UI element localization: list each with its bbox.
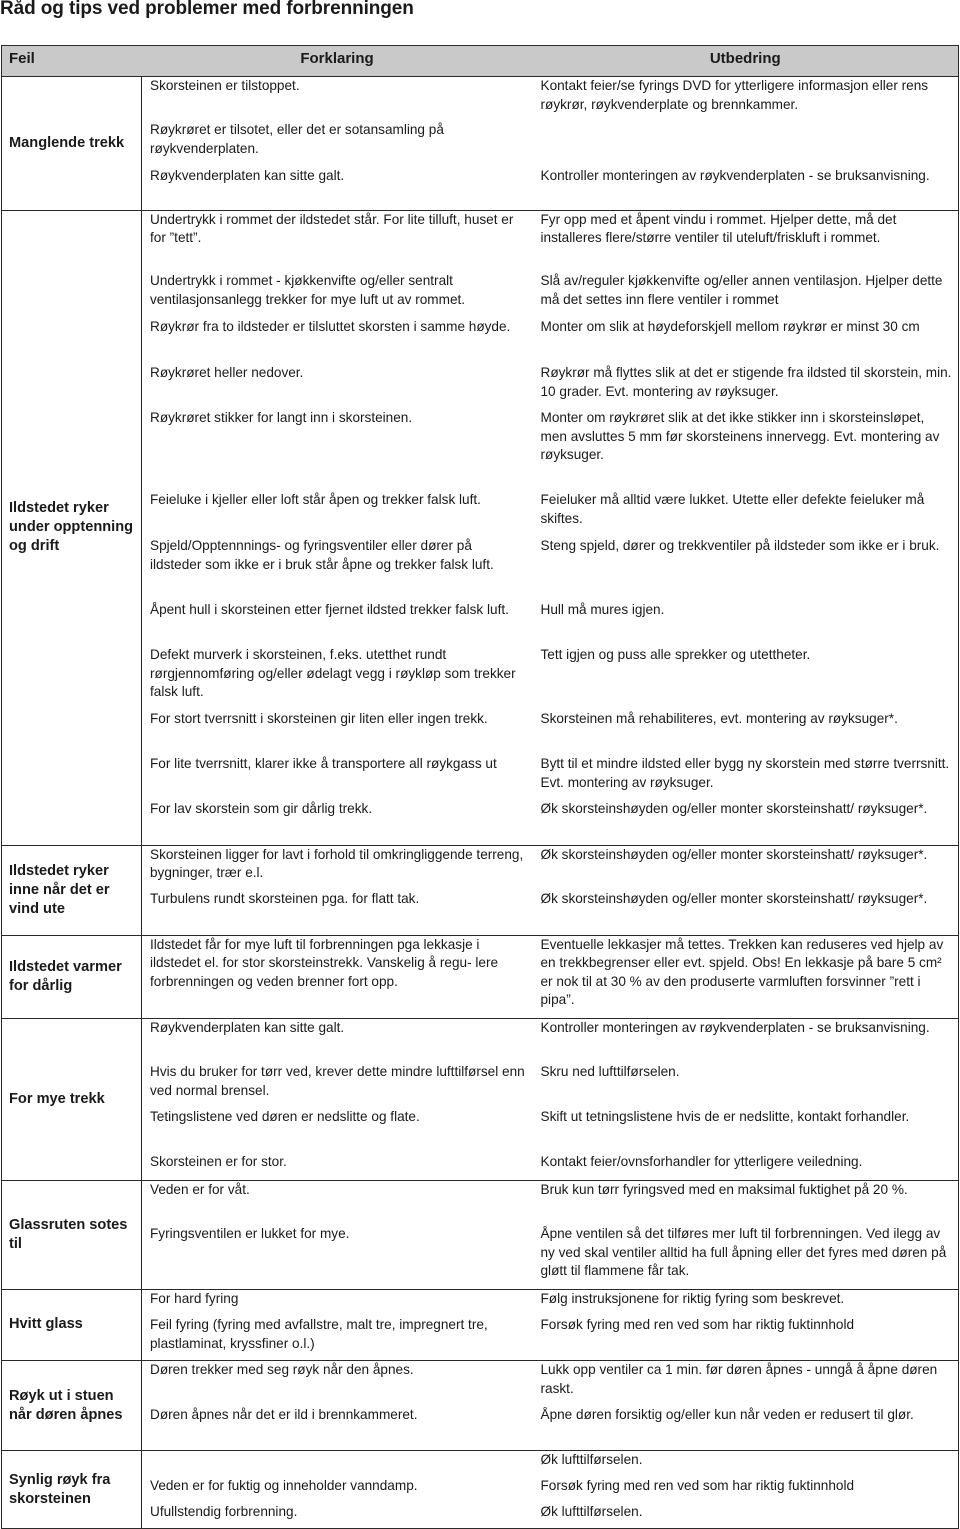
forklaring-cell: Røykrør fra to ildsteder er tilsluttet skorsten i samme høyde. (150, 319, 511, 334)
forklaring-cell: Veden er for fuktig og inneholder vanndamp. (150, 1477, 418, 1493)
utbedring-cell: Monter om slik at høydeforskjell mellom røykrør er minst 30 cm (533, 318, 959, 364)
utbedring-cell: Forsøk fyring med ren ved som har riktig fuktinnhold (533, 1316, 959, 1361)
forklaring-cell: For lite tverrsnitt, klarer ikke å transportere all røykgass ut (150, 756, 497, 771)
forklaring-cell: Røykrøret heller nedover. (150, 365, 304, 380)
table-row (2, 710, 959, 755)
feil-cell: Manglende trekk (2, 77, 142, 211)
forklaring-cell: Feil fyring (fyring med avfallstre, malt tre, impregnert tre, plastlaminat, kryssfiner o.l.) (142, 1316, 533, 1361)
utbedring-cell: Følg instruksjonene for riktig fyring som beskrevet. (533, 1289, 959, 1316)
utbedring-cell: Kontakt feier/se fyrings DVD for ytterligere informasjon eller rens røykrør, røykvenderplate og brennkammer. (533, 77, 959, 122)
table-row (2, 1316, 959, 1361)
forklaring-cell: Ildstedet får for mye luft til forbrenningen pga lekkasje i ildstedet el. for stor skorsteinstrekk. Vanskelig å regu- lere forbrenningen og veden brenner fort opp. (142, 935, 533, 1018)
feil-cell: Synlig røyk fra skorsteinen (2, 1451, 142, 1529)
table-row (2, 121, 959, 167)
feil-cell: Hvitt glass (2, 1289, 142, 1361)
feil-cell: Ildstedet ryker under opptenning og drift (2, 210, 142, 845)
forklaring-cell: Tetingslistene ved døren er nedslitte og flate. (150, 1109, 420, 1124)
forklaring-cell: Skorsteinen ligger for lavt i forhold til omkringliggende terreng, bygninger, trær e.l. (150, 846, 524, 880)
header-utbedring: Utbedring (533, 46, 959, 77)
forklaring-cell (142, 1451, 533, 1477)
forklaring-cell: Fyringsventilen er lukket for mye. (142, 1225, 533, 1289)
table-row (2, 364, 959, 409)
table-row (2, 318, 959, 364)
forklaring-cell: For lav skorstein som gir dårlig trekk. (142, 800, 533, 845)
forklaring-cell: Hvis du bruker for tørr ved, krever dette mindre lufttilførsel enn ved normal brensel. (150, 1064, 525, 1098)
forklaring-cell: Spjeld/Opptennnings- og fyringsventiler eller dører på ildsteder som ikke er i bruk står åpne og trekker falsk luft. (150, 538, 494, 572)
feil-cell: Røyk ut i stuen når døren åpnes (2, 1361, 142, 1451)
utbedring-cell: Forsøk fyring med ren ved som har riktig fuktinnhold (533, 1477, 959, 1503)
forklaring-cell: Turbulens rundt skorsteinen pga. for flatt tak. (142, 890, 533, 935)
forklaring-cell: Feieluke i kjeller eller loft står åpen og trekker falsk luft. (150, 492, 481, 507)
forklaring-cell: Undertrykk i rommet der ildstedet står. For lite tilluft, huset er for ”tett”. (150, 211, 514, 245)
utbedring-cell: Kontakt feier/ovnsforhandler for ytterligere veiledning. (533, 1153, 959, 1180)
utbedring-cell: Kontroller monteringen av røykvenderplaten - se bruksanvisning. (533, 1018, 959, 1063)
table-row (2, 1108, 959, 1153)
forklaring-cell: Røykvenderplaten kan sitte galt. (142, 167, 533, 210)
utbedring-cell: Lukk opp ventiler ca 1 min. før døren åpnes - unngå å åpne døren raskt. (533, 1361, 959, 1406)
utbedring-cell: Steng spjeld, dører og trekkventiler på ildsteder som ikke er i bruk. (533, 537, 959, 601)
utbedring-cell: Øk lufttilførselen. (533, 1503, 959, 1529)
page-title: Råd og tips ved problemer med forbrenningen (0, 0, 414, 19)
feil-cell: Ildstedet varmer for dårlig (2, 935, 142, 1018)
table-row (2, 935, 959, 1018)
utbedring-cell: Bytt til et mindre ildsted eller bygg ny skorstein med større tverrsnitt. Evt. montering av røyksuger. (533, 755, 959, 800)
table-row (2, 1018, 959, 1063)
table-row (2, 755, 959, 800)
utbedring-cell: Fyr opp med et åpent vindu i rommet. Hjelper dette, må det installeres flere/større ventiler til uteluft/friskluft i rommet. (533, 210, 959, 272)
table-row (2, 1406, 959, 1451)
forklaring-cell: Røykvenderplaten kan sitte galt. (150, 1019, 345, 1035)
utbedring-cell: Bruk kun tørr fyringsved med en maksimal fuktighet på 20 %. (533, 1180, 959, 1225)
utbedring-cell: Tett igjen og puss alle sprekker og utettheter. (533, 646, 959, 710)
forklaring-cell: Ufullstendig forbrenning. (142, 1503, 533, 1529)
table-row (2, 1289, 959, 1316)
table-row (2, 1477, 959, 1503)
table-row (2, 1451, 959, 1477)
table-row (2, 1225, 959, 1289)
utbedring-cell: Hull må mures igjen. (533, 601, 959, 646)
feil-cell: Glassruten sotes til (2, 1180, 142, 1289)
table-row (2, 409, 959, 491)
forklaring-cell: Døren trekker med seg røyk når den åpnes. (150, 1362, 414, 1377)
table-row (2, 601, 959, 646)
utbedring-cell: Øk lufttilførselen. (533, 1451, 959, 1477)
troubleshooting-table (1, 45, 959, 1529)
utbedring-cell: Åpne døren forsiktig og/eller kun når veden er redusert til glør. (533, 1406, 959, 1451)
table-row (2, 210, 959, 272)
utbedring-cell: Skru ned lufttilførselen. (533, 1063, 959, 1108)
table-row (2, 537, 959, 601)
forklaring-cell: For hard fyring (150, 1290, 239, 1306)
table-row (2, 1180, 959, 1225)
utbedring-cell: Kontroller monteringen av røykvenderplaten - se bruksanvisning. (533, 167, 959, 210)
forklaring-cell: Døren åpnes når det er ild i brennkammeret. (142, 1406, 533, 1451)
forklaring-cell: Røykrøret stikker for langt inn i skorsteinen. (150, 410, 413, 425)
utbedring-cell: Skorsteinen må rehabiliteres, evt. montering av røyksuger*. (533, 710, 959, 755)
table-body (2, 77, 959, 1529)
table-row (2, 890, 959, 935)
table-row (2, 491, 959, 537)
table-row (2, 1361, 959, 1406)
utbedring-cell: Feieluker må alltid være lukket. Utette eller defekte feieluker må skiftes. (533, 491, 959, 537)
feil-cell: For mye trekk (2, 1018, 142, 1180)
utbedring-cell: Slå av/reguler kjøkkenvifte og/eller annen ventilasjon. Hjelper dette må det settes inn flere ventiler i rommet (533, 272, 959, 318)
header-forklaring: Forklaring (142, 46, 533, 77)
table-row (2, 1503, 959, 1529)
forklaring-cell: Skorsteinen er for stor. (142, 1153, 533, 1180)
forklaring-cell: Undertrykk i rommet - kjøkkenvifte og/eller sentralt ventilasjonsanlegg trekker for mye luft ut av rommet. (150, 273, 466, 307)
utbedring-cell (533, 121, 959, 167)
utbedring-cell: Øk skorsteinshøyden og/eller monter skorsteinshatt/ røyksuger*. (533, 890, 959, 935)
header-feil: Feil (2, 46, 142, 77)
utbedring-cell: Skift ut tetningslistene hvis de er nedslitte, kontakt forhandler. (533, 1108, 959, 1153)
forklaring-cell: Skorsteinen er tilstoppet. (150, 78, 300, 93)
table-row (2, 167, 959, 210)
feil-cell: Ildstedet ryker inne når det er vind ute (2, 845, 142, 935)
forklaring-cell: Defekt murverk i skorsteinen, f.eks. utetthet rundt rørgjennomføring og/eller ødelagt vegg i røykløp som trekker falsk luft. (150, 647, 516, 699)
forklaring-cell: Veden er for våt. (150, 1181, 250, 1197)
utbedring-cell: Åpne ventilen så det tilføres mer luft til forbrenningen. Ved ilegg av ny ved skal ventiler alltid ha full åpning eller det fyres med døren på gløtt til flammene får tak. (533, 1225, 959, 1289)
table-row (2, 272, 959, 318)
table-row (2, 845, 959, 890)
utbedring-cell: Eventuelle lekkasjer må tettes. Trekken kan reduseres ved hjelp av en trekkbegrenser eller evt. spjeld. Obs! En lekkasje på bare 5 cm² er nok til at 30 % av den produserte varmluften forsvinner ”rett i pipa”. (533, 935, 959, 1018)
table-row (2, 1063, 959, 1108)
table-row (2, 800, 959, 845)
forklaring-cell: Åpent hull i skorsteinen etter fjernet ildsted trekker falsk luft. (150, 602, 509, 617)
forklaring-cell: Røykrøret er tilsotet, eller det er sotansamling på røykvenderplaten. (150, 122, 444, 156)
table-row (2, 1153, 959, 1180)
utbedring-cell: Øk skorsteinshøyden og/eller monter skorsteinshatt/ røyksuger*. (533, 845, 959, 890)
table-row (2, 77, 959, 122)
utbedring-cell: Monter om røykrøret slik at det ikke stikker inn i skorsteinsløpet, men avsluttes 5 mm før skorsteinens innervegg. Evt. montering av røyksuger. (533, 409, 959, 491)
utbedring-cell: Øk skorsteinshøyden og/eller monter skorsteinshatt/ røyksuger*. (533, 800, 959, 845)
table-row (2, 646, 959, 710)
table-header-row (2, 46, 959, 77)
utbedring-cell: Røykrør må flyttes slik at det er stigende fra ildsted til skorstein, min. 10 grader. Evt. montering av røyksuger. (533, 364, 959, 409)
forklaring-cell: For stort tverrsnitt i skorsteinen gir liten eller ingen trekk. (150, 711, 488, 726)
